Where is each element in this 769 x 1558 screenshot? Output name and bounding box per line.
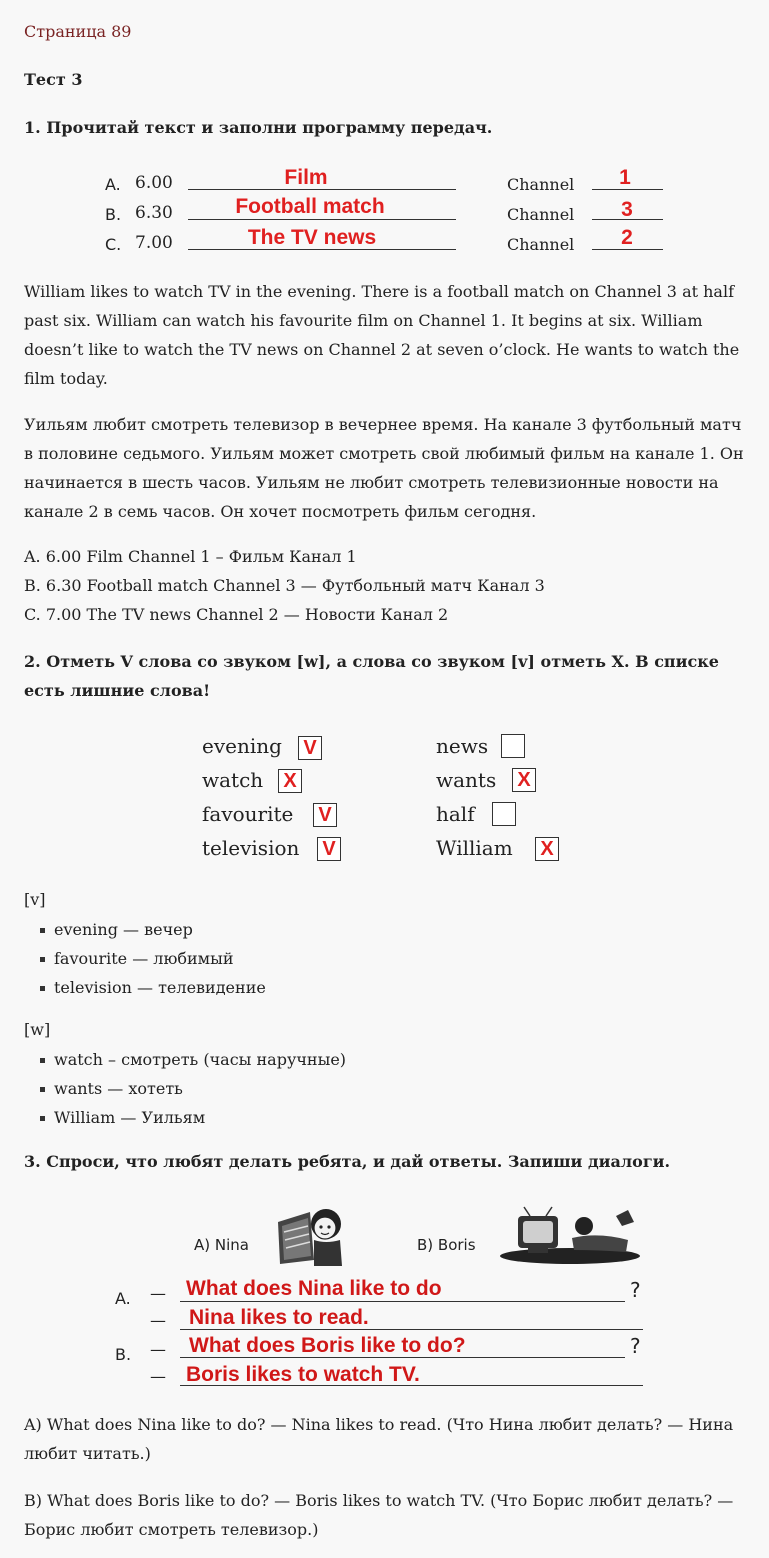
word-item: television bbox=[202, 836, 300, 860]
list-item: favourite — любимый bbox=[40, 944, 266, 973]
ex2-heading-line1: 2. Отметь V слова со звуком [w], а слова со звуком [v] отметь X. В списке bbox=[24, 652, 719, 671]
ex3-heading: 3. Спроси, что любят делать ребята, и дай ответы. Запиши диалоги. bbox=[24, 1152, 671, 1171]
dash: — bbox=[150, 1311, 166, 1330]
page-link[interactable]: Страница 89 bbox=[24, 22, 132, 41]
channel-label: Channel bbox=[507, 205, 575, 224]
question-b-answer: What does Boris like to do? bbox=[189, 1334, 466, 1357]
program-answer: Film bbox=[284, 166, 328, 189]
list-item: watch – смотреть (часы наручные) bbox=[40, 1045, 346, 1074]
answer-line bbox=[188, 219, 456, 220]
dash: — bbox=[150, 1367, 166, 1386]
answer-line bbox=[180, 1301, 625, 1302]
channel-answer: 2 bbox=[621, 226, 633, 249]
list-item: evening — вечер bbox=[40, 915, 266, 944]
list-item: William — Уильям bbox=[40, 1103, 346, 1132]
checkbox bbox=[501, 734, 525, 758]
ex1-text-ru: Уильям любит смотреть телевизор в вечернее время. На канале 3 футбольный матч в половине седьмого. Уильям может смотреть свой любимый фильм на канале 1. Он начинается в шесть часов. Уильям не любит смотреть телевизионные новости на канале 2 в семь часов. Он хочет посмотреть фильм сегодня. bbox=[24, 415, 744, 521]
channel-label: Channel bbox=[507, 175, 575, 194]
dash: — bbox=[150, 1284, 166, 1303]
ex1-text-en: William likes to watch TV in the evening. There is a football match on Channel 3 at half past six. William can watch his favourite film on Channel 1. It begins at six. William doesn’t like to watch the TV news on Channel 2 at seven o’clock. He wants to watch the film today. bbox=[24, 282, 740, 388]
checkbox-mark: V bbox=[318, 804, 332, 826]
w-sound-list bbox=[40, 1045, 346, 1132]
w-sound-label: [w] bbox=[24, 1020, 51, 1039]
word-item: William bbox=[436, 836, 513, 860]
list-item: wants — хотеть bbox=[40, 1074, 346, 1103]
boris-label: B) Boris bbox=[417, 1236, 476, 1254]
dash: — bbox=[150, 1340, 166, 1359]
ex1-answer-c: C. 7.00 The TV news Channel 2 — Новости Канал 2 bbox=[24, 605, 449, 624]
program-answer: The TV news bbox=[247, 226, 377, 249]
dialog-b-letter: B. bbox=[115, 1345, 132, 1364]
row-letter: B. bbox=[105, 205, 122, 224]
ex3-result-a: A) What does Nina like to do? — Nina likes to read. (Что Нина любит делать? — Нина любит читать.) bbox=[24, 1415, 734, 1463]
question-mark: ? bbox=[630, 1334, 641, 1358]
row-letter: A. bbox=[105, 175, 121, 194]
ex2-heading-line2: есть лишние слова! bbox=[24, 681, 211, 700]
channel-answer: 3 bbox=[621, 198, 633, 221]
list-item: television — телевидение bbox=[40, 973, 266, 1002]
program-answer: Football match bbox=[235, 195, 385, 218]
row-letter: C. bbox=[105, 235, 122, 254]
channel-label: Channel bbox=[507, 235, 575, 254]
question-mark: ? bbox=[630, 1278, 641, 1302]
checkbox-mark: X bbox=[517, 769, 531, 791]
checkbox-mark: X bbox=[540, 838, 554, 860]
v-sound-list bbox=[40, 915, 266, 1002]
row-time: 7.00 bbox=[135, 233, 173, 253]
ex1-answer-a: A. 6.00 Film Channel 1 – Фильм Канал 1 bbox=[24, 547, 357, 566]
word-item: watch bbox=[202, 768, 264, 792]
checkbox-mark: V bbox=[303, 737, 317, 759]
word-item: favourite bbox=[202, 802, 294, 826]
channel-answer: 1 bbox=[619, 166, 631, 189]
ex3-result-b: B) What does Boris like to do? — Boris likes to watch TV. (Что Борис любит делать? — Борис любит смотреть телевизор.) bbox=[24, 1491, 734, 1539]
nina-label: A) Nina bbox=[194, 1236, 249, 1254]
test-title: Тест 3 bbox=[24, 70, 83, 89]
checkbox bbox=[492, 802, 516, 826]
girl-reading-image bbox=[270, 1200, 350, 1268]
row-time: 6.30 bbox=[135, 203, 173, 223]
word-item: half bbox=[436, 802, 475, 826]
ex1-heading: 1. Прочитай текст и заполни программу передач. bbox=[24, 118, 493, 137]
reply-a-answer: Nina likes to read. bbox=[189, 1306, 369, 1329]
word-item: wants bbox=[436, 768, 497, 792]
checkbox-mark: V bbox=[322, 838, 336, 860]
word-item: news bbox=[436, 734, 489, 758]
reply-b-answer: Boris likes to watch TV. bbox=[186, 1363, 420, 1386]
checkbox-mark: X bbox=[283, 770, 297, 792]
row-time: 6.00 bbox=[135, 173, 173, 193]
ex1-answer-b: B. 6.30 Football match Channel 3 — Футбольный матч Канал 3 bbox=[24, 576, 545, 595]
question-a-answer: What does Nina like to do bbox=[186, 1277, 442, 1300]
word-item: evening bbox=[202, 734, 282, 758]
boy-watching-tv-image bbox=[500, 1206, 645, 1266]
v-sound-label: [v] bbox=[24, 890, 46, 909]
dialog-a-letter: A. bbox=[115, 1289, 131, 1308]
